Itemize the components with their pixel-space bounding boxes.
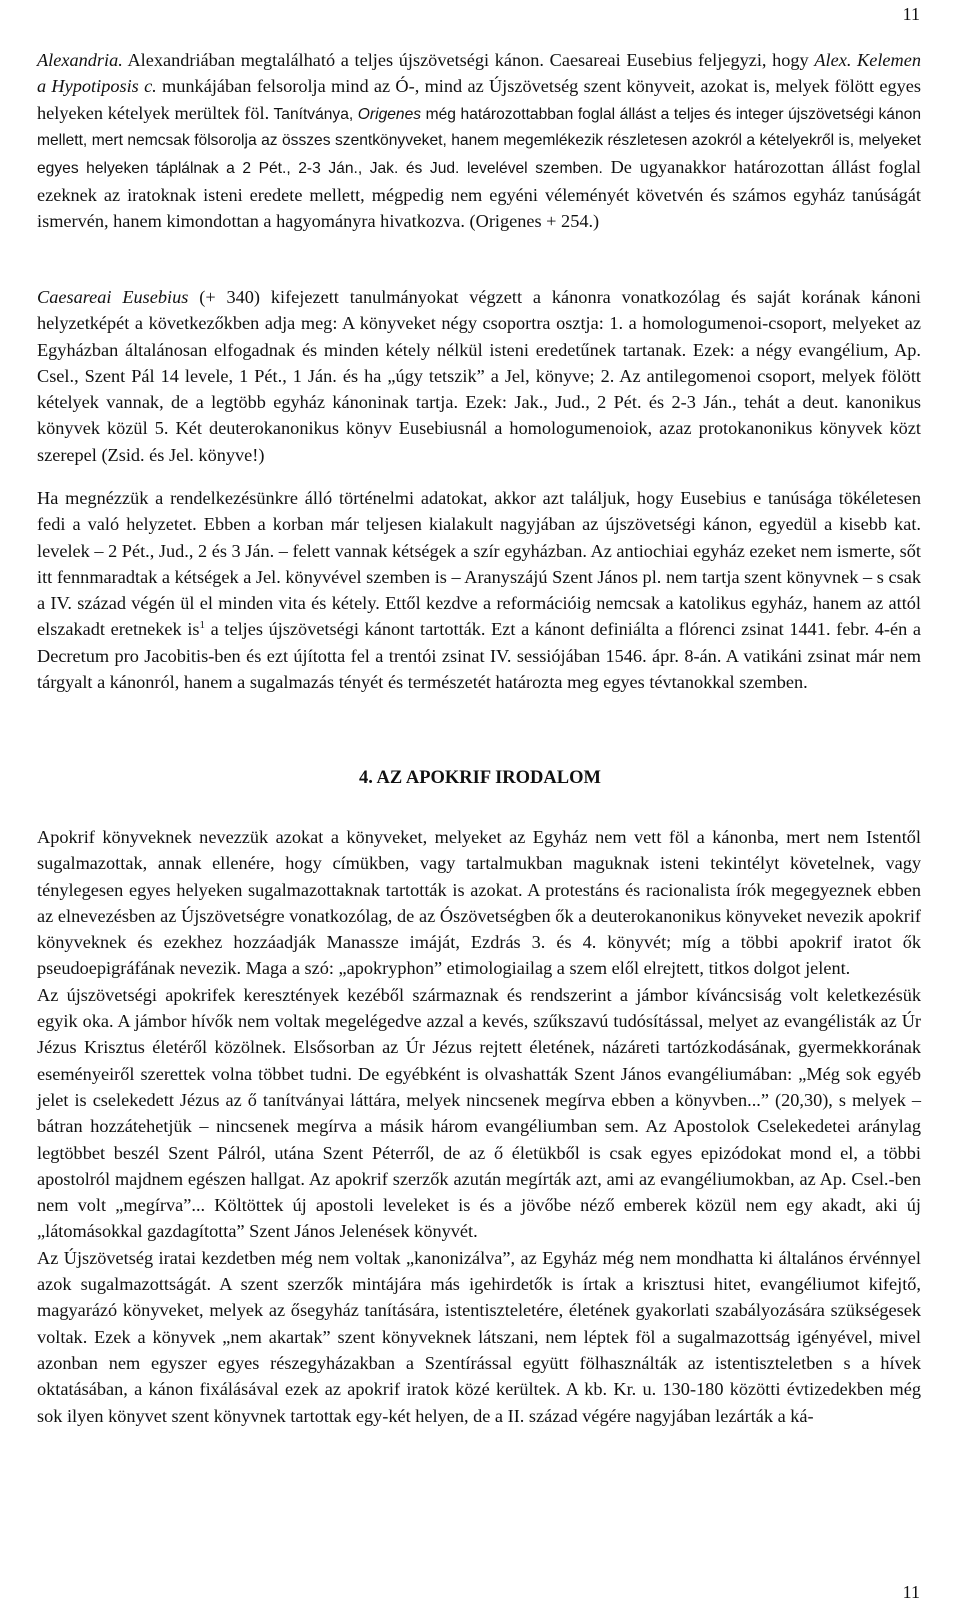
apokrif-paragraph-3: Az Újszövetség iratai kezdetben még nem voltak „kanonizálva”, az Egyház még nem mondhatta ki általános érvénnyel azok sugalmazottságát. A szent szerzők mintájára más igehirdetők is írtak a krisztusi hitet, evangéliumot kifejtő, magyarázó könyveket, melyek az ősegyház tanítására, istentiszteletére, életének gyakorlati szabályozására szükségesek voltak. Ezek a könyvek „nem akartak” szent könyveknek látszani, nem léptek föl a sugalmazottság igényével, mivel azonban nem egyszer egyes részegyházakban a Szentírással együtt fölhasználták az istentiszteletben s a hívek oktatásában, a kánon fixálásával ezek az apokrif iratok közé kerültek. A kb. Kr. u. 130-180 közötti évtizedekben még sok ilyen könyvet szent könyvnek tartottak egy-két helyen, de a II. század végére nagyjában lezárták a ká- bbox=[37, 1247, 921, 1426]
origenes-italic: Origenes bbox=[357, 105, 422, 123]
eusebius-name-italic: Caesareai Eusebius bbox=[37, 287, 189, 307]
apokrif-section bbox=[37, 824, 921, 1429]
alexandria-heading-italic: Alexandria. bbox=[37, 50, 123, 70]
page-number-top: 11 bbox=[902, 4, 920, 24]
intro-text-e: De ugyanakkor határozottan állást foglal ezeknek az iratoknak isteni eredete mellett, mégpedig nem egyéni véleményét követvén és számos egyház tanúságát ismervén, hanem kimondottan a hagyományra hivatkozva. (Origenes + 254.) bbox=[37, 156, 921, 232]
history-text-a: Ha megnézzük a rendelkezésünkre álló történelmi adatokat, akkor azt találjuk, hogy Eusebius e tanúsága tökéletesen fedi a való helyzetet. Ebben a korban már teljesen kialakult nagyjában az újszövetségi kánon, egyedül a kisebb kat. levelek – 2 Pét., Jud., 2 és 3 Ján. – felett vannak kétségek a szír egyházban. Az antiochiai egyház ezeket nem ismerte, sőt itt fennmaradtak a kétségek a Jel. könyvével szemben is – Aranyszájú Szent János pl. nem tartja szent könyvnek – s csak a IV. század végén ül el minden vita és kétely. Ettől kezdve a reformációig nemcsak a katolikus egyház, hanem az attól elszakadt eretnekek is bbox=[37, 488, 921, 640]
eusebius-paragraph bbox=[37, 284, 921, 468]
intro-text-d: még határozottabban foglal állást a teljes és integer újszövetségi kánon mellett, mert nemcsak fölsorolja az összes szentkönyveket, hanem megemlékezik részletesen azokról a kételyekről is, melyeket egyes helyeken táplálnak a 2 Pét., 2-3 Ján., Jak. és Jud. levelével szemben. bbox=[37, 105, 921, 177]
apokrif-paragraph-2: Az újszövetségi apokrifek keresztények kezéből származnak és rendszerint a jámbor kíváncsiság volt keletkezésük egyik oka. A jámbor hívők nem voltak megelégedve azzal a kevés, szűkszavú tudósítással, melyet az evangélisták az Úr Jézus Krisztus életéről közölnek. Elsősorban az Úr Jézus rejtett életének, názáreti tartózkodásának, gyermekkorának eseményeiről szerettek volna többet tudni. De egyébként is olvashatták Szent János evangéliumában: „Még sok egyéb jelet is cselekedett Jézus az ő tanítványai láttára, melyek nincsenek megírva ebben a könyvben...” (20,30), s melyek – bátran hozzátehetjük – nincsenek megírva a másik három evangéliumban sem. Az Apostolok Cselekedetei aránylag legtöbbet beszél Szent Pálról, utána Szent Péterről, de az ő életükből is csak egyes epizódokat mond el, a többi apostolról majdnem egészen hallgat. Az apokrif szerzők azután megírták azt, ami az evangéliumokban, az Ap. Csel.-ben nem volt „megírva”... Költöttek új apostoli leveleket is és a jövőbe néző emberek közül nem egy akadt, aki új „látomásokkal gazdagította” Szent János Jelenések könyvét. bbox=[37, 984, 921, 1242]
intro-paragraph bbox=[37, 47, 921, 234]
intro-text-c: Tanítványa, bbox=[269, 105, 358, 123]
apokrif-paragraph-1: Apokrif könyveknek nevezzük azokat a könyveket, melyeket az Egyház nem vett föl a kánonba, mert nem Istentől sugalmazottak, annak ellenére, hogy címükben, vagy tartalmukban maguknak isteni tekintélyt követelnek, vagy ténylegesen egyes helyeken sugalmazottaknak tartották is azokat. A protestáns és racionalista írók megegyeznek ebben az elnevezésben az Újszövetségre vonatkozólag, de az Ószövetségben ők a deuterokanonikus könyveket nevezik apokrif könyveknek és ezekhez hozzáadják Manassze imáját, Ezdrás 3. és 4. könyvét; míg a többi apokrif iratot ők pseudoepigráfának nevezik. Maga a szó: „apokryphon” etimologiailag a szem elől elrejtett, titkos dolgot jelent. bbox=[37, 827, 921, 979]
history-paragraph bbox=[37, 485, 921, 695]
footnote-mark[interactable]: 1 bbox=[199, 619, 206, 632]
history-text-b: a teljes újszövetségi kánont tartották. Ezt a kánont definiálta a flórenci zsinat 1441. febr. 4-én a Decretum pro Jacobitis-ben és ezt újította fel a trentói zsinat IV. sessiójában 1546. ápr. 8-án. A vatikáni zsinat már nem tárgyalt a kánonról, hanem a sugalmazás tényét és természetét határozta meg egyes tévtanokkal szemben. bbox=[37, 619, 921, 693]
intro-text-a: Alexandriában megtalálható a teljes újszövetségi kánon. Caesareai Eusebius feljegyzi, hogy bbox=[122, 50, 815, 70]
intro-text-b: munkájában felsorolja mind az Ó-, mind az Újszövetség szent könyveit, azokat is, melyek fölött egyes helyeken kételyek merültek föl. bbox=[37, 76, 921, 123]
eusebius-text: (+ 340) kifejezett tanulmányokat végzett a kánonra vonatkozólag és saját korának kánoni helyzetképét a következőkben adja meg: A könyveket négy csoportra osztja: 1. a homologumenoi-csoport, melyeket az Egyházban általánosan elfogadnak és minden kétely nélkül isteni eredetűnek tartanak. Ezek: a négy evangélium, Ap. Csel., Szent Pál 14 levele, 1 Pét., 1 Ján. és ha „úgy tetszik” a Jel, könyve; 2. Az antilegomenoi csoport, melyek fölött kételyek vannak, de a legtöbb egyház kánoninak tartja. Ezek: Jak., Jud., 2 Pét. és 2-3 Ján., tehát a deut. kanonikus könyvek közül 5. Két deuterokanonikus könyv Eusebiusnál a homologumenoiok, azaz protokanonikus könyvek közt szerepel (Zsid. és Jel. könyve!) bbox=[37, 287, 921, 465]
section-heading: 4. AZ APOKRIF IRODALOM bbox=[359, 768, 601, 788]
page-number-bottom: 11 bbox=[902, 1582, 920, 1602]
alex-kelemen-italic: Alex. Kelemen a Hypotiposis c. bbox=[37, 50, 921, 97]
